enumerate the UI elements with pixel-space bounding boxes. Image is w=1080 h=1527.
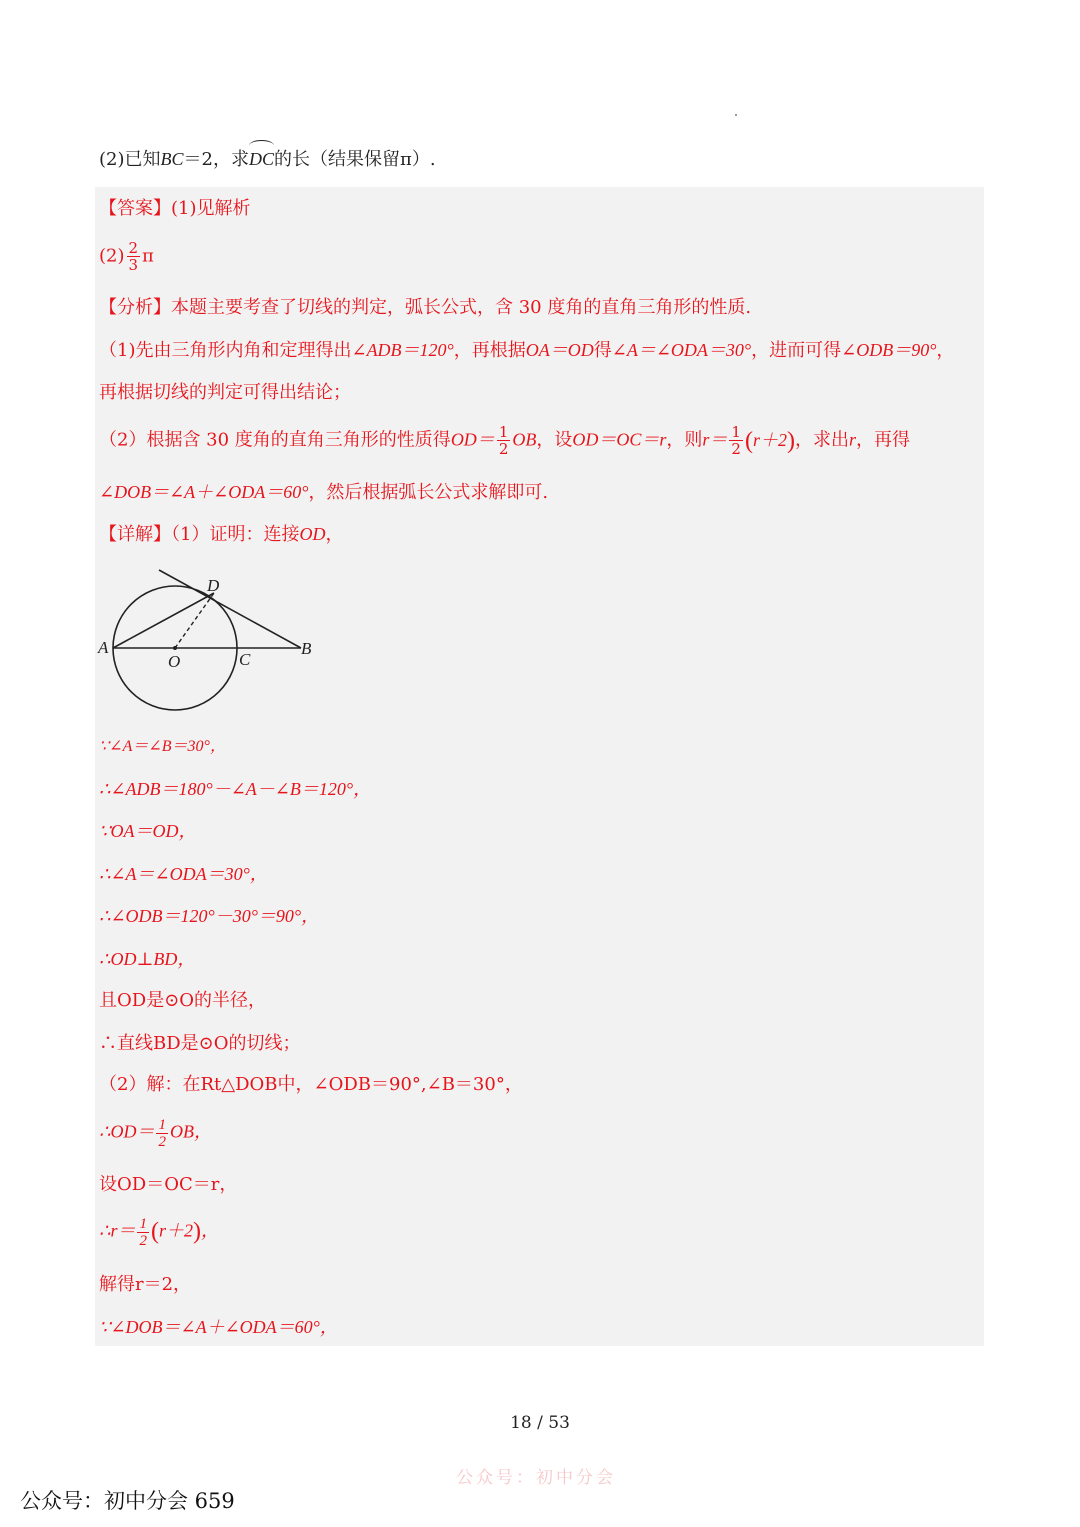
label-b: B (301, 639, 312, 658)
answer-part2-prefix: (2) (99, 245, 125, 267)
s2f: ，则 (666, 429, 703, 451)
question-given: BC (160, 149, 184, 169)
s2-cont-math: ∠DOB＝∠A＋∠ODA＝60° (99, 482, 309, 502)
s1c: ，再根据 (453, 340, 526, 361)
line-ad (113, 593, 214, 648)
line-bd-tangent (159, 570, 301, 648)
s1h: ∠ODB＝90° (841, 340, 937, 360)
answer-pi: π (142, 245, 154, 267)
s1e: 得 (593, 340, 612, 361)
s2-fraction (497, 424, 511, 457)
arc-dc: DC (249, 146, 274, 172)
question-prefix: (2)已知 (99, 149, 161, 170)
watermark: 公众号：初中分会 (456, 1468, 616, 1488)
analysis-label: 【分析】 (99, 297, 171, 318)
s2-cont-text: ，然后根据弧长公式求解即可. (308, 482, 549, 503)
s1a: （1)先由三角形内角和定理得出 (99, 340, 352, 361)
s2a: （2）根据含 30 度角的直角三角形的性质得 (99, 429, 451, 451)
step-angle: ∵∠DOB＝∠A＋∠ODA＝60°， (99, 1317, 338, 1337)
speck (735, 114, 737, 116)
analysis-step1-cont (99, 380, 351, 406)
analysis-step2: （2）根据含 30 度角的直角三角形的性质得OD＝ $\frac{1}{2}$ OB，设OD＝OC＝r，则r＝ $\frac{1}{2}$ (r＋2)，求出r，再得 (99, 423, 910, 458)
od-half-suffix: OB， (169, 1121, 212, 1142)
s2c: OB (512, 429, 537, 450)
s2g: r＝ (702, 429, 728, 450)
s2-fraction-2 (729, 424, 743, 457)
eq-den: 2 (139, 1233, 147, 1249)
s2-num: 1 (498, 423, 509, 441)
s1d: OA＝OD (525, 340, 594, 360)
step-6: ∴OD⊥BD， (99, 949, 196, 969)
od-half-den: 2 (158, 1134, 166, 1150)
s2j: r (848, 429, 856, 450)
step-3: ∵OA＝OD， (99, 821, 197, 841)
s2-den: 2 (498, 440, 509, 458)
s2e: OD＝OC＝r (572, 429, 667, 450)
center-point (173, 646, 177, 650)
step-1: ∵∠A＝∠B＝30°， (99, 738, 226, 755)
step-eq: ∴r＝ $\frac{1}{2}$ (r＋2)， (99, 1216, 219, 1249)
eq-num: 1 (139, 1216, 147, 1232)
detail-intro-end: ， (325, 524, 344, 545)
answer-label: 【答案】 (99, 198, 171, 219)
s1-cont: 再根据切线的判定可得出结论； (99, 382, 351, 403)
s1g: ，进而可得 (751, 340, 842, 361)
answer-num: 2 (128, 239, 139, 257)
corner-label: 公众号：初中分会 659 (20, 1489, 235, 1513)
step-set: 设OD＝OC＝r， (99, 1174, 238, 1195)
answer-line-2 (99, 240, 154, 273)
answer-part1: (1)见解析 (171, 198, 251, 219)
eq-prefix: ∴r＝ (99, 1220, 136, 1241)
label-c: C (239, 650, 251, 669)
detail-intro-math: OD (299, 524, 326, 544)
step-od-half (99, 1117, 212, 1150)
s2k: ，再得 (855, 429, 910, 451)
detail-label: 【详解】 (99, 524, 171, 545)
eq-inner: r＋2 (158, 1220, 193, 1241)
s1i: ， (936, 340, 955, 361)
analysis-line (99, 295, 751, 321)
detail-line (99, 521, 343, 548)
analysis-step1 (99, 337, 954, 364)
step-2: ∴∠ADB＝180°－∠A－∠B＝120°， (99, 779, 372, 799)
page-number: 18 / 53 (510, 1413, 570, 1433)
question-mid: ，求 (212, 149, 249, 170)
analysis-step2-cont (99, 479, 548, 506)
s1b: ∠ADB＝120° (351, 340, 454, 360)
question-suffix: 的长（结果保留π）. (273, 149, 436, 170)
geometry-diagram (97, 567, 327, 717)
s1f: ∠A＝∠ODA＝30° (611, 340, 752, 360)
od-half-num: 1 (158, 1117, 166, 1133)
detail-intro: （1）证明：连接 (171, 524, 300, 545)
eq-fraction (137, 1216, 149, 1249)
label-a: A (98, 638, 109, 657)
s2h: r＋2 (752, 429, 787, 450)
s2i: ，求出 (794, 429, 849, 451)
step-5: ∴∠ODB＝120°－30°＝90°， (99, 906, 320, 926)
step-solve: 解得r＝2， (99, 1274, 192, 1295)
question-line (99, 146, 436, 173)
answer-den: 3 (128, 256, 139, 274)
answer-fraction (127, 240, 141, 273)
step-4: ∴∠A＝∠ODA＝30°， (99, 864, 268, 884)
step-9: （2）解：在Rt△DOB中，∠ODB＝90°,∠B＝30°， (99, 1074, 523, 1095)
analysis-text: 本题主要考查了切线的判定，弧长公式，含 30 度角的直角三角形的性质. (171, 297, 752, 318)
s2-den-2: 2 (731, 440, 741, 458)
step-7: 且OD是⊙O的半径， (99, 990, 267, 1011)
line-od (175, 593, 214, 648)
question-eq: ＝2 (183, 149, 213, 170)
label-d: D (207, 576, 220, 595)
answer-line-1 (99, 196, 251, 222)
od-half-fraction (156, 1117, 168, 1150)
s2-num-2: 1 (731, 423, 741, 441)
step-8: ∴直线BD是⊙O的切线； (99, 1033, 301, 1054)
eq-suffix: ， (200, 1220, 219, 1241)
label-o: O (168, 652, 181, 671)
s2d: ，设 (536, 429, 573, 451)
od-half-prefix: ∴OD＝ (99, 1121, 155, 1142)
s2b: OD＝ (450, 429, 495, 450)
